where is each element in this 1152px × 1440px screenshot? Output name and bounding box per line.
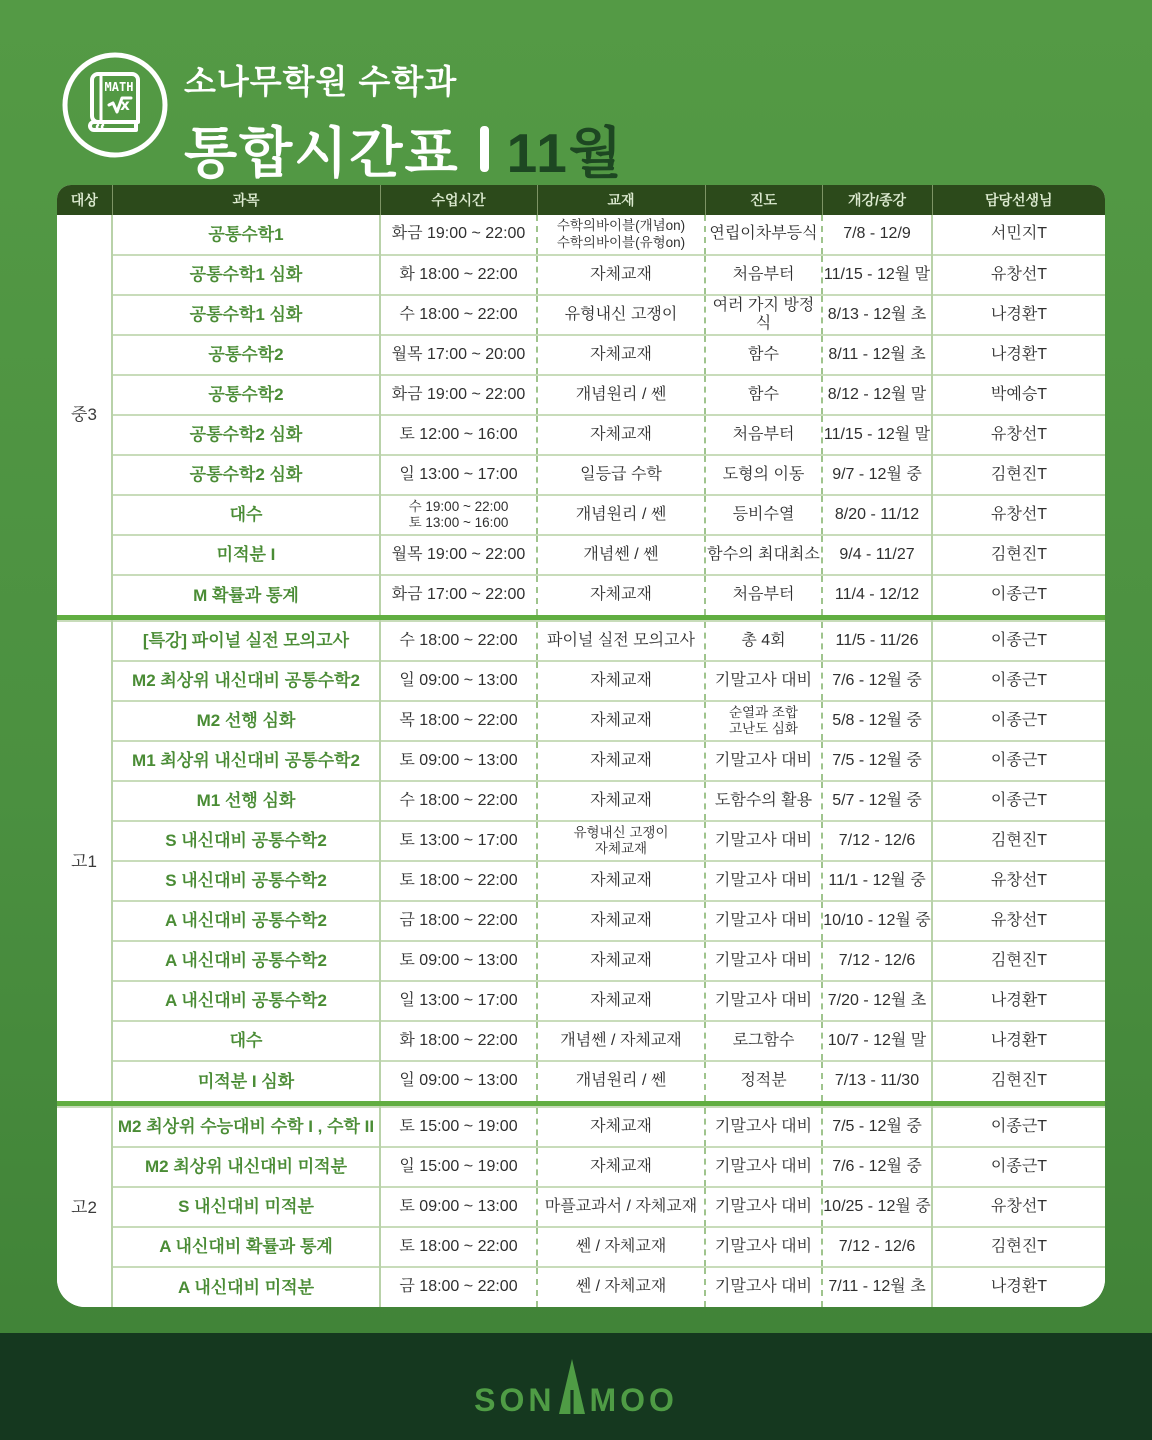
target-group-label: 중3 (57, 215, 112, 615)
sonamoo-logo (0, 1358, 1152, 1419)
textbook-cell: 자체교재 (537, 901, 705, 941)
textbook-cell: 파이널 실전 모의고사 (537, 621, 705, 661)
textbook-cell: 자체교재 (537, 661, 705, 701)
subject-cell: M2 최상위 내신대비 미적분 (112, 1147, 380, 1187)
textbook-cell: 자체교재 (537, 335, 705, 375)
header-titles (184, 56, 624, 188)
table-row (57, 295, 1105, 335)
time-cell: 일 15:00 ~ 19:00 (380, 1147, 537, 1187)
table-header-row (57, 185, 1105, 215)
teacher-cell: 서민지T (932, 215, 1105, 255)
teacher-cell: 이종근T (932, 701, 1105, 741)
teacher-cell: 이종근T (932, 1147, 1105, 1187)
subject-cell: M1 선행 심화 (112, 781, 380, 821)
time-cell: 수 18:00 ~ 22:00 (380, 621, 537, 661)
table-row (57, 335, 1105, 375)
time-cell: 화 18:00 ~ 22:00 (380, 1021, 537, 1061)
column-header-5: 개강/종강 (822, 185, 932, 215)
textbook-cell: 개념쎈 / 쎈 (537, 535, 705, 575)
textbook-cell: 마플교과서 / 자체교재 (537, 1187, 705, 1227)
textbook-cell: 자체교재 (537, 415, 705, 455)
textbook-cell: 자체교재 (537, 861, 705, 901)
progress-cell: 기말고사 대비 (705, 981, 822, 1021)
subject-cell: M2 최상위 수능대비 수학 I , 수학 II (112, 1107, 380, 1147)
period-cell: 10/7 - 12월 말 (822, 1021, 932, 1061)
teacher-cell: 나경환T (932, 1021, 1105, 1061)
table-row (57, 861, 1105, 901)
progress-cell: 함수 (705, 335, 822, 375)
table-row (57, 1147, 1105, 1187)
time-cell: 화금 19:00 ~ 22:00 (380, 215, 537, 255)
subject-cell: M1 최상위 내신대비 공통수학2 (112, 741, 380, 781)
textbook-cell: 일등급 수학 (537, 455, 705, 495)
poster-title: 통합시간표 (184, 122, 460, 184)
progress-cell: 등비수열 (705, 495, 822, 535)
time-cell: 일 13:00 ~ 17:00 (380, 981, 537, 1021)
table-row (57, 821, 1105, 861)
period-cell: 8/12 - 12월 말 (822, 375, 932, 415)
period-cell: 7/6 - 12월 중 (822, 1147, 932, 1187)
textbook-cell: 개념원리 / 쎈 (537, 1061, 705, 1101)
table-row (57, 941, 1105, 981)
textbook-cell: 개념쎈 / 자체교재 (537, 1021, 705, 1061)
column-header-0: 대상 (57, 185, 112, 215)
textbook-cell: 자체교재 (537, 1107, 705, 1147)
progress-cell: 기말고사 대비 (705, 1187, 822, 1227)
time-cell: 토 18:00 ~ 22:00 (380, 861, 537, 901)
time-cell: 월목 19:00 ~ 22:00 (380, 535, 537, 575)
subject-cell: 미적분 I (112, 535, 380, 575)
subject-cell: 공통수학2 심화 (112, 415, 380, 455)
subject-cell: S 내신대비 미적분 (112, 1187, 380, 1227)
table-row (57, 415, 1105, 455)
subject-cell: 공통수학1 심화 (112, 295, 380, 335)
subject-cell: 공통수학2 (112, 375, 380, 415)
textbook-cell: 유형내신 고쟁이 자체교재 (537, 821, 705, 861)
subject-cell: A 내신대비 공통수학2 (112, 901, 380, 941)
time-cell: 토 09:00 ~ 13:00 (380, 1187, 537, 1227)
subject-cell: A 내신대비 공통수학2 (112, 981, 380, 1021)
time-cell: 수 18:00 ~ 22:00 (380, 781, 537, 821)
tree-icon (557, 1358, 587, 1414)
textbook-cell: 자체교재 (537, 255, 705, 295)
textbook-cell: 수학의바이블(개념on) 수학의바이블(유형on) (537, 215, 705, 255)
progress-cell: 처음부터 (705, 255, 822, 295)
progress-cell: 함수 (705, 375, 822, 415)
textbook-cell: 자체교재 (537, 701, 705, 741)
subject-cell: 대수 (112, 1021, 380, 1061)
subject-cell: A 내신대비 미적분 (112, 1267, 380, 1307)
period-cell: 9/4 - 11/27 (822, 535, 932, 575)
subject-cell: S 내신대비 공통수학2 (112, 861, 380, 901)
textbook-cell: 자체교재 (537, 575, 705, 615)
column-header-6: 담당선생님 (932, 185, 1105, 215)
time-cell: 화금 19:00 ~ 22:00 (380, 375, 537, 415)
teacher-cell: 이종근T (932, 781, 1105, 821)
teacher-cell: 김현진T (932, 821, 1105, 861)
timetable-card (57, 185, 1105, 1307)
progress-cell: 여러 가지 방정식 (705, 295, 822, 335)
svg-text:MATH: MATH (104, 80, 134, 94)
teacher-cell: 나경환T (932, 1267, 1105, 1307)
svg-text:x: x (120, 96, 130, 114)
time-cell: 토 13:00 ~ 17:00 (380, 821, 537, 861)
progress-cell: 총 4회 (705, 621, 822, 661)
period-cell: 7/8 - 12/9 (822, 215, 932, 255)
academy-subtitle: 소나무학원 수학과 (184, 63, 458, 100)
textbook-cell: 쎈 / 자체교재 (537, 1267, 705, 1307)
sonamoo-logo-right: MOO (589, 1382, 678, 1419)
teacher-cell: 나경환T (932, 981, 1105, 1021)
progress-cell: 기말고사 대비 (705, 1147, 822, 1187)
textbook-cell: 자체교재 (537, 741, 705, 781)
table-row (57, 701, 1105, 741)
column-header-2: 수업시간 (380, 185, 537, 215)
period-cell: 11/1 - 12월 중 (822, 861, 932, 901)
subject-cell: 미적분 I 심화 (112, 1061, 380, 1101)
teacher-cell: 이종근T (932, 1107, 1105, 1147)
subject-cell: 대수 (112, 495, 380, 535)
period-cell: 7/12 - 12/6 (822, 821, 932, 861)
subject-cell: M2 최상위 내신대비 공통수학2 (112, 661, 380, 701)
teacher-cell: 이종근T (932, 741, 1105, 781)
table-row (57, 901, 1105, 941)
time-cell: 일 09:00 ~ 13:00 (380, 1061, 537, 1101)
time-cell: 월목 17:00 ~ 20:00 (380, 335, 537, 375)
period-cell: 11/4 - 12/12 (822, 575, 932, 615)
math-book-badge (60, 50, 170, 160)
table-row (57, 1061, 1105, 1101)
teacher-cell: 박예승T (932, 375, 1105, 415)
period-cell: 8/13 - 12월 초 (822, 295, 932, 335)
teacher-cell: 김현진T (932, 1061, 1105, 1101)
table-row (57, 255, 1105, 295)
period-cell: 7/11 - 12월 초 (822, 1267, 932, 1307)
progress-cell: 기말고사 대비 (705, 1227, 822, 1267)
time-cell: 금 18:00 ~ 22:00 (380, 1267, 537, 1307)
progress-cell: 기말고사 대비 (705, 941, 822, 981)
subject-cell: 공통수학2 (112, 335, 380, 375)
time-cell: 토 18:00 ~ 22:00 (380, 1227, 537, 1267)
teacher-cell: 김현진T (932, 455, 1105, 495)
teacher-cell: 유창선T (932, 255, 1105, 295)
timetable-table (57, 185, 1105, 1307)
progress-cell: 도형의 이동 (705, 455, 822, 495)
period-cell: 7/13 - 11/30 (822, 1061, 932, 1101)
progress-cell: 기말고사 대비 (705, 821, 822, 861)
period-cell: 7/20 - 12월 초 (822, 981, 932, 1021)
time-cell: 금 18:00 ~ 22:00 (380, 901, 537, 941)
table-row (57, 661, 1105, 701)
teacher-cell: 나경환T (932, 335, 1105, 375)
progress-cell: 기말고사 대비 (705, 1267, 822, 1307)
teacher-cell: 이종근T (932, 661, 1105, 701)
table-row (57, 215, 1105, 255)
period-cell: 11/15 - 12월 말 (822, 255, 932, 295)
period-cell: 11/5 - 11/26 (822, 621, 932, 661)
time-cell: 수 19:00 ~ 22:00 토 13:00 ~ 16:00 (380, 495, 537, 535)
table-row (57, 1267, 1105, 1307)
teacher-cell: 이종근T (932, 575, 1105, 615)
time-cell: 일 13:00 ~ 17:00 (380, 455, 537, 495)
period-cell: 7/5 - 12월 중 (822, 1107, 932, 1147)
progress-cell: 기말고사 대비 (705, 661, 822, 701)
table-row (57, 621, 1105, 661)
table-row (57, 741, 1105, 781)
progress-cell: 기말고사 대비 (705, 741, 822, 781)
time-cell: 토 15:00 ~ 19:00 (380, 1107, 537, 1147)
period-cell: 7/5 - 12월 중 (822, 741, 932, 781)
teacher-cell: 김현진T (932, 941, 1105, 981)
period-cell: 7/6 - 12월 중 (822, 661, 932, 701)
table-row (57, 375, 1105, 415)
progress-cell: 처음부터 (705, 415, 822, 455)
progress-cell: 기말고사 대비 (705, 1107, 822, 1147)
month-label: 11월 (506, 122, 624, 184)
progress-cell: 정적분 (705, 1061, 822, 1101)
time-cell: 토 09:00 ~ 13:00 (380, 941, 537, 981)
subject-cell: M2 선행 심화 (112, 701, 380, 741)
teacher-cell: 유창선T (932, 495, 1105, 535)
textbook-cell: 자체교재 (537, 1147, 705, 1187)
title-divider-bar (480, 126, 489, 172)
textbook-cell: 유형내신 고쟁이 (537, 295, 705, 335)
period-cell: 9/7 - 12월 중 (822, 455, 932, 495)
period-cell: 7/12 - 12/6 (822, 1227, 932, 1267)
period-cell: 8/20 - 11/12 (822, 495, 932, 535)
progress-cell: 도함수의 활용 (705, 781, 822, 821)
textbook-cell: 자체교재 (537, 981, 705, 1021)
time-cell: 수 18:00 ~ 22:00 (380, 295, 537, 335)
textbook-cell: 개념원리 / 쎈 (537, 495, 705, 535)
target-group-label: 고1 (57, 621, 112, 1101)
textbook-cell: 자체교재 (537, 781, 705, 821)
table-row (57, 535, 1105, 575)
progress-cell: 함수의 최대최소 (705, 535, 822, 575)
column-header-4: 진도 (705, 185, 822, 215)
teacher-cell: 이종근T (932, 621, 1105, 661)
teacher-cell: 유창선T (932, 1187, 1105, 1227)
subject-cell: [특강] 파이널 실전 모의고사 (112, 621, 380, 661)
teacher-cell: 김현진T (932, 1227, 1105, 1267)
time-cell: 토 09:00 ~ 13:00 (380, 741, 537, 781)
teacher-cell: 유창선T (932, 415, 1105, 455)
period-cell: 11/15 - 12월 말 (822, 415, 932, 455)
progress-cell: 순열과 조합 고난도 심화 (705, 701, 822, 741)
time-cell: 일 09:00 ~ 13:00 (380, 661, 537, 701)
sonamoo-logo-left: SON (474, 1382, 556, 1419)
target-group-label: 고2 (57, 1107, 112, 1307)
textbook-cell: 개념원리 / 쎈 (537, 375, 705, 415)
time-cell: 토 12:00 ~ 16:00 (380, 415, 537, 455)
table-row (57, 1187, 1105, 1227)
subject-cell: 공통수학1 (112, 215, 380, 255)
progress-cell: 기말고사 대비 (705, 901, 822, 941)
table-row (57, 981, 1105, 1021)
subject-cell: M 확률과 통계 (112, 575, 380, 615)
teacher-cell: 유창선T (932, 861, 1105, 901)
period-cell: 8/11 - 12월 초 (822, 335, 932, 375)
period-cell: 5/7 - 12월 중 (822, 781, 932, 821)
subject-cell: 공통수학1 심화 (112, 255, 380, 295)
teacher-cell: 김현진T (932, 535, 1105, 575)
table-row (57, 575, 1105, 615)
period-cell: 10/25 - 12월 중 (822, 1187, 932, 1227)
teacher-cell: 나경환T (932, 295, 1105, 335)
period-cell: 10/10 - 12월 중 (822, 901, 932, 941)
column-header-3: 교재 (537, 185, 705, 215)
progress-cell: 기말고사 대비 (705, 861, 822, 901)
table-row (57, 455, 1105, 495)
subject-cell: 공통수학2 심화 (112, 455, 380, 495)
column-header-1: 과목 (112, 185, 380, 215)
time-cell: 화금 17:00 ~ 22:00 (380, 575, 537, 615)
progress-cell: 처음부터 (705, 575, 822, 615)
textbook-cell: 쎈 / 자체교재 (537, 1227, 705, 1267)
textbook-cell: 자체교재 (537, 941, 705, 981)
table-row (57, 1227, 1105, 1267)
time-cell: 목 18:00 ~ 22:00 (380, 701, 537, 741)
progress-cell: 로그함수 (705, 1021, 822, 1061)
period-cell: 7/12 - 12/6 (822, 941, 932, 981)
teacher-cell: 유창선T (932, 901, 1105, 941)
progress-cell: 연립이차부등식 (705, 215, 822, 255)
time-cell: 화 18:00 ~ 22:00 (380, 255, 537, 295)
table-row (57, 781, 1105, 821)
subject-cell: A 내신대비 공통수학2 (112, 941, 380, 981)
footer-band (0, 1333, 1152, 1440)
table-row (57, 1107, 1105, 1147)
table-row (57, 495, 1105, 535)
math-book-icon (60, 50, 170, 160)
subject-cell: A 내신대비 확률과 통계 (112, 1227, 380, 1267)
subject-cell: S 내신대비 공통수학2 (112, 821, 380, 861)
table-row (57, 1021, 1105, 1061)
period-cell: 5/8 - 12월 중 (822, 701, 932, 741)
